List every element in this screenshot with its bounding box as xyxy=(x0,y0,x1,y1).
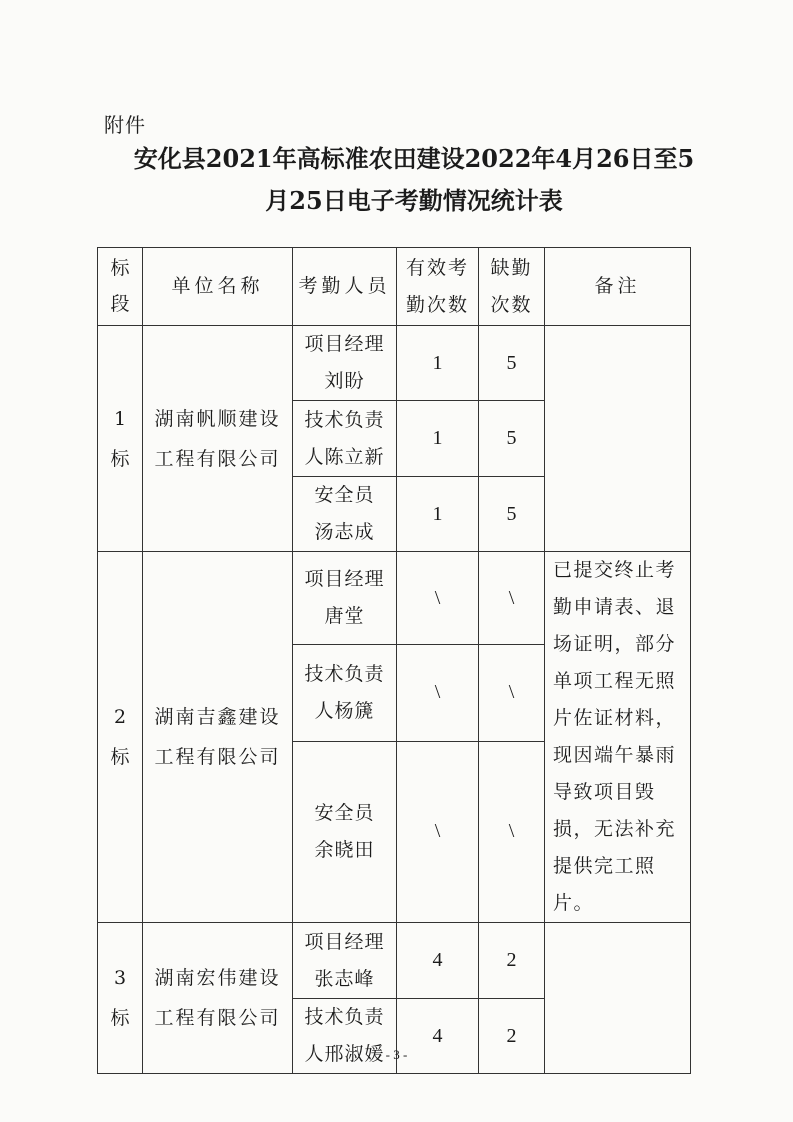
valid-count-cell: \ xyxy=(397,552,479,645)
valid-count-cell: 1 xyxy=(397,477,479,552)
staff-cell xyxy=(293,552,397,645)
attachment-label: 附件 xyxy=(104,113,146,137)
valid-count-cell: 4 xyxy=(397,923,479,999)
staff-role: 项目经理 xyxy=(304,930,385,953)
table-row xyxy=(98,923,691,999)
valid-count-cell: 4 xyxy=(397,999,479,1074)
absent-count-cell: 5 xyxy=(479,326,545,401)
segment-cell: 3标 xyxy=(98,923,143,1074)
staff-cell xyxy=(293,326,397,401)
segment-cell: 2标 xyxy=(98,552,143,923)
company-cell: 湖南帆顺建设工程有限公司 xyxy=(143,326,293,552)
company-cell: 湖南宏伟建设工程有限公司 xyxy=(143,923,293,1074)
header-remarks: 备注 xyxy=(545,248,691,326)
document-title-line-1: 安化县2021年高标准农田建设2022年4月26日至5 xyxy=(133,144,695,173)
staff-cell xyxy=(293,741,397,922)
staff-name: 张志峰 xyxy=(314,967,375,990)
company-cell: 湖南吉鑫建设工程有限公司 xyxy=(143,552,293,923)
staff-name: 汤志成 xyxy=(314,521,375,543)
table-row xyxy=(98,552,691,645)
valid-count-cell: \ xyxy=(397,741,479,922)
absent-count-cell: \ xyxy=(479,552,545,645)
header-segment: 标段 xyxy=(98,248,143,326)
staff-name: 人杨篪 xyxy=(314,699,375,722)
staff-role: 技术负责 xyxy=(304,662,385,685)
table-header-row xyxy=(98,248,691,326)
staff-name: 人邢淑媛 xyxy=(304,1043,385,1065)
staff-role: 安全员 xyxy=(314,484,375,506)
header-absent-count: 缺勤次数 xyxy=(479,248,545,326)
staff-role: 项目经理 xyxy=(304,568,385,591)
absent-count-cell: 2 xyxy=(479,999,545,1074)
staff-name: 唐堂 xyxy=(324,605,365,628)
table-row xyxy=(98,326,691,401)
staff-role: 技术负责 xyxy=(304,408,385,431)
absent-count-cell: \ xyxy=(479,645,545,742)
valid-count-cell: \ xyxy=(397,645,479,742)
attendance-table xyxy=(97,247,691,1074)
staff-role: 安全员 xyxy=(314,801,375,824)
segment-cell: 1标 xyxy=(98,326,143,552)
staff-role: 技术负责 xyxy=(304,1006,385,1028)
valid-count-cell: 1 xyxy=(397,326,479,401)
absent-count-cell: \ xyxy=(479,741,545,922)
remark-cell: 已提交终止考勤申请表、退场证明，部分单项工程无照片佐证材料，现因端午暴雨导致项目毁损，无法补充提供完工照片。 xyxy=(545,552,691,923)
staff-cell xyxy=(293,401,397,477)
page-number: - 3 - xyxy=(385,1047,408,1062)
header-valid-count: 有效考勤次数 xyxy=(397,248,479,326)
header-company: 单位名称 xyxy=(143,248,293,326)
staff-role: 项目经理 xyxy=(304,333,385,355)
staff-name: 余晓田 xyxy=(314,838,375,861)
valid-count-cell: 1 xyxy=(397,401,479,477)
header-staff: 考勤人员 xyxy=(293,248,397,326)
absent-count-cell: 2 xyxy=(479,923,545,999)
staff-cell xyxy=(293,477,397,552)
document-title-line-2: 月25日电子考勤情况统计表 xyxy=(265,186,563,215)
remark-cell xyxy=(545,326,691,552)
absent-count-cell: 5 xyxy=(479,477,545,552)
staff-cell xyxy=(293,645,397,742)
staff-cell xyxy=(293,923,397,999)
staff-name: 人陈立新 xyxy=(304,445,385,468)
staff-name: 刘盼 xyxy=(324,370,365,392)
absent-count-cell: 5 xyxy=(479,401,545,477)
